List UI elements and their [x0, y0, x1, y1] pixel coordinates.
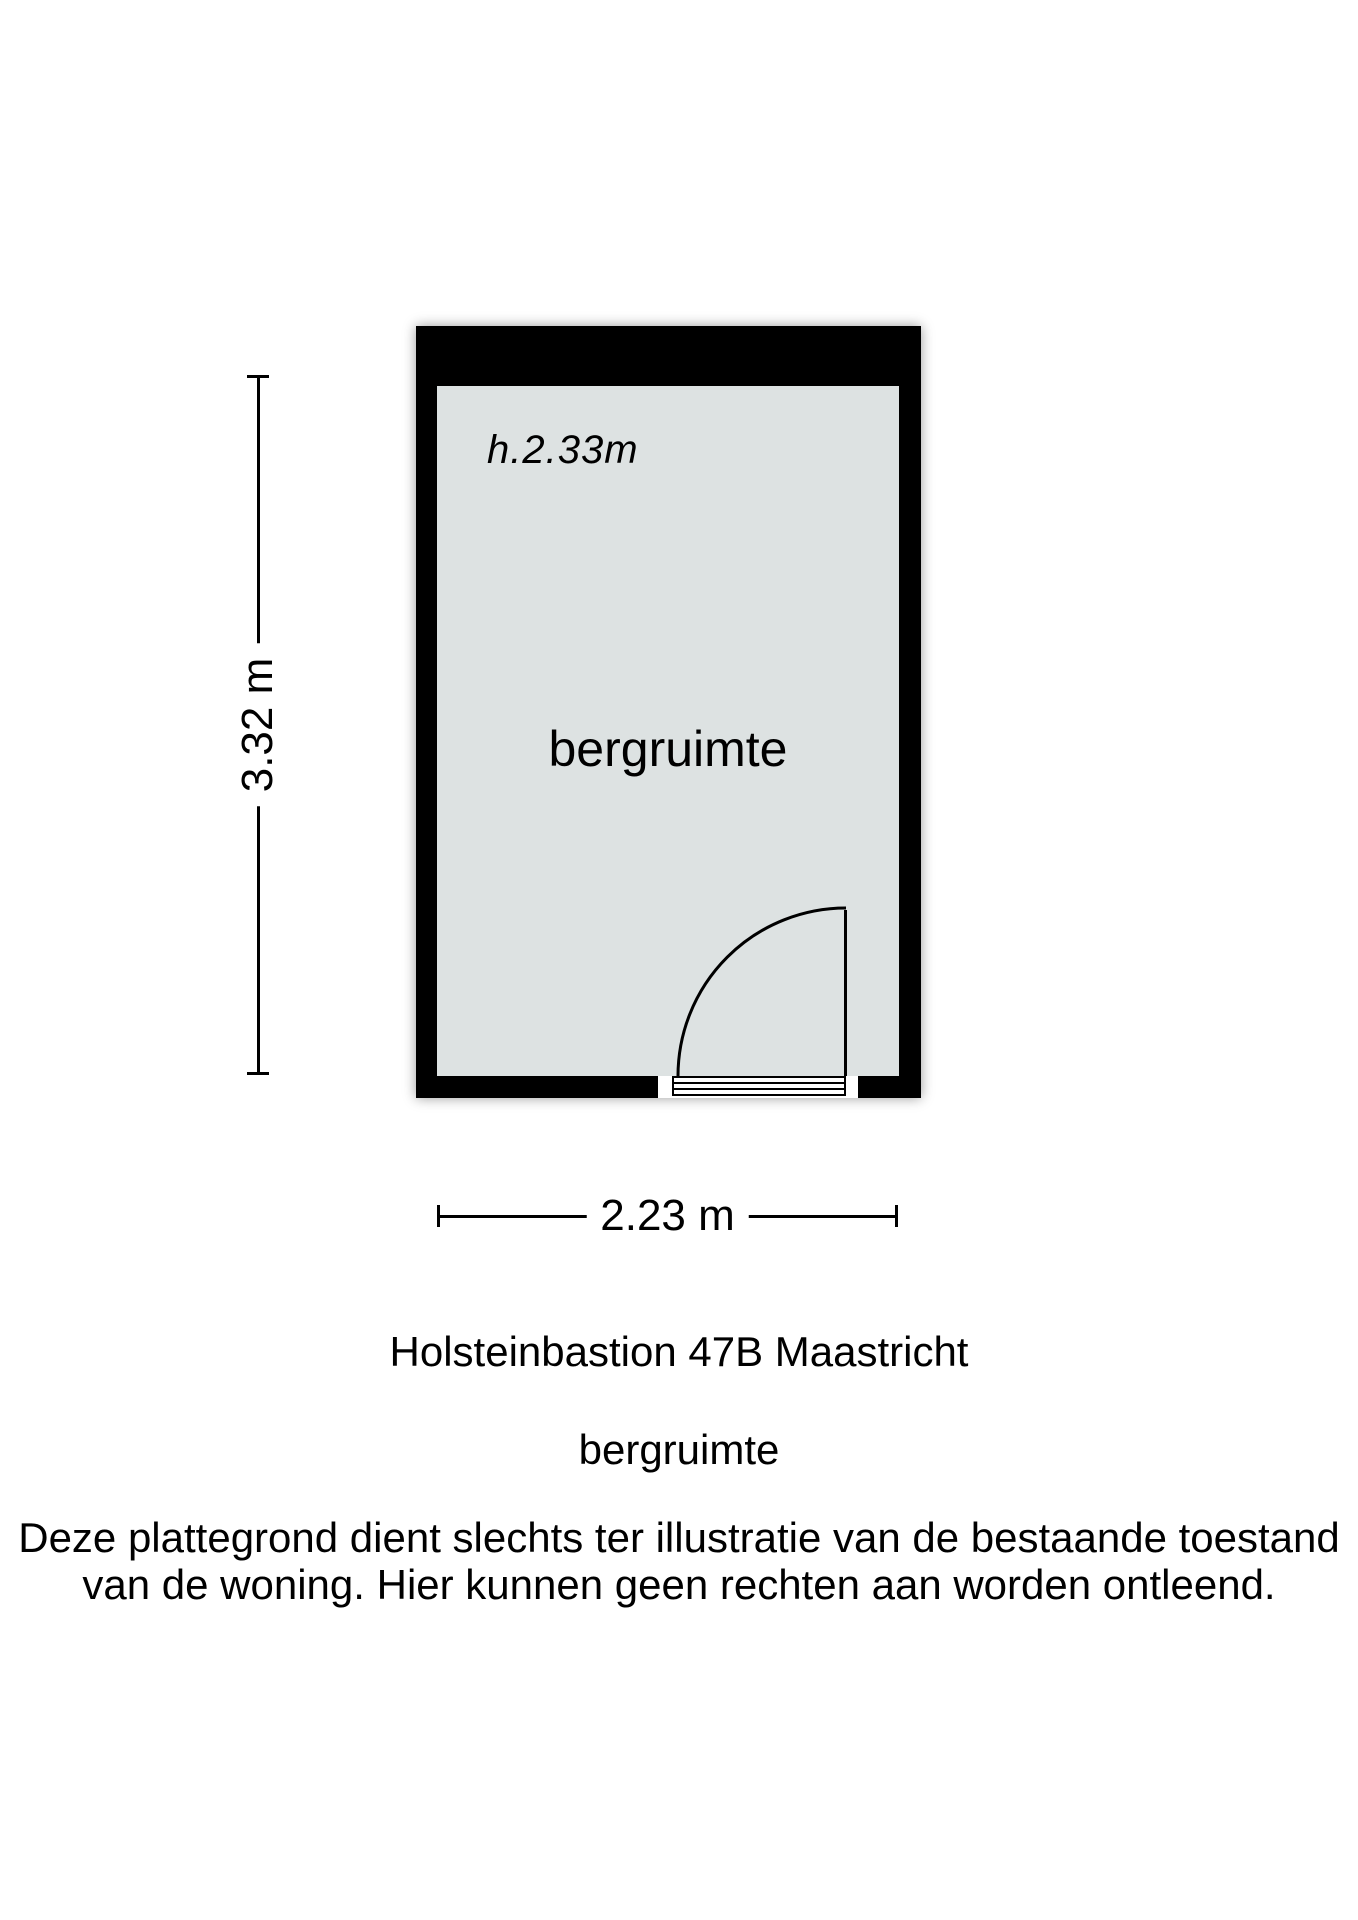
disclaimer-line: Deze plattegrond dient slechts ter illustratie van de bestaande toestand: [18, 1514, 1340, 1561]
disclaimer-text: [0, 1514, 1358, 1608]
door-sill-line: [674, 1082, 844, 1084]
width-dimension-label: 2.23 m: [586, 1191, 749, 1241]
room-name-caption: bergruimte: [578, 1426, 780, 1473]
dimension-horizontal: [437, 1191, 898, 1240]
dimension-tick: [437, 1205, 440, 1227]
disclaimer-line: van de woning. Hier kunnen geen rechten aan worden ontleend.: [82, 1561, 1276, 1608]
dimension-tick: [247, 1072, 269, 1075]
dimension-tick: [895, 1205, 898, 1227]
door-sill: [672, 1076, 846, 1096]
height-dimension-label: 3.32 m: [233, 644, 283, 807]
room-name-label: bergruimte: [548, 721, 788, 777]
door-sill-line: [674, 1088, 844, 1090]
door-swing-arc-icon: [676, 906, 848, 1078]
ceiling-height-label: h.2.33m: [487, 428, 639, 472]
address-caption: Holsteinbastion 47B Maastricht: [389, 1328, 969, 1375]
dimension-tick: [247, 375, 269, 378]
dimension-vertical: [233, 375, 282, 1075]
